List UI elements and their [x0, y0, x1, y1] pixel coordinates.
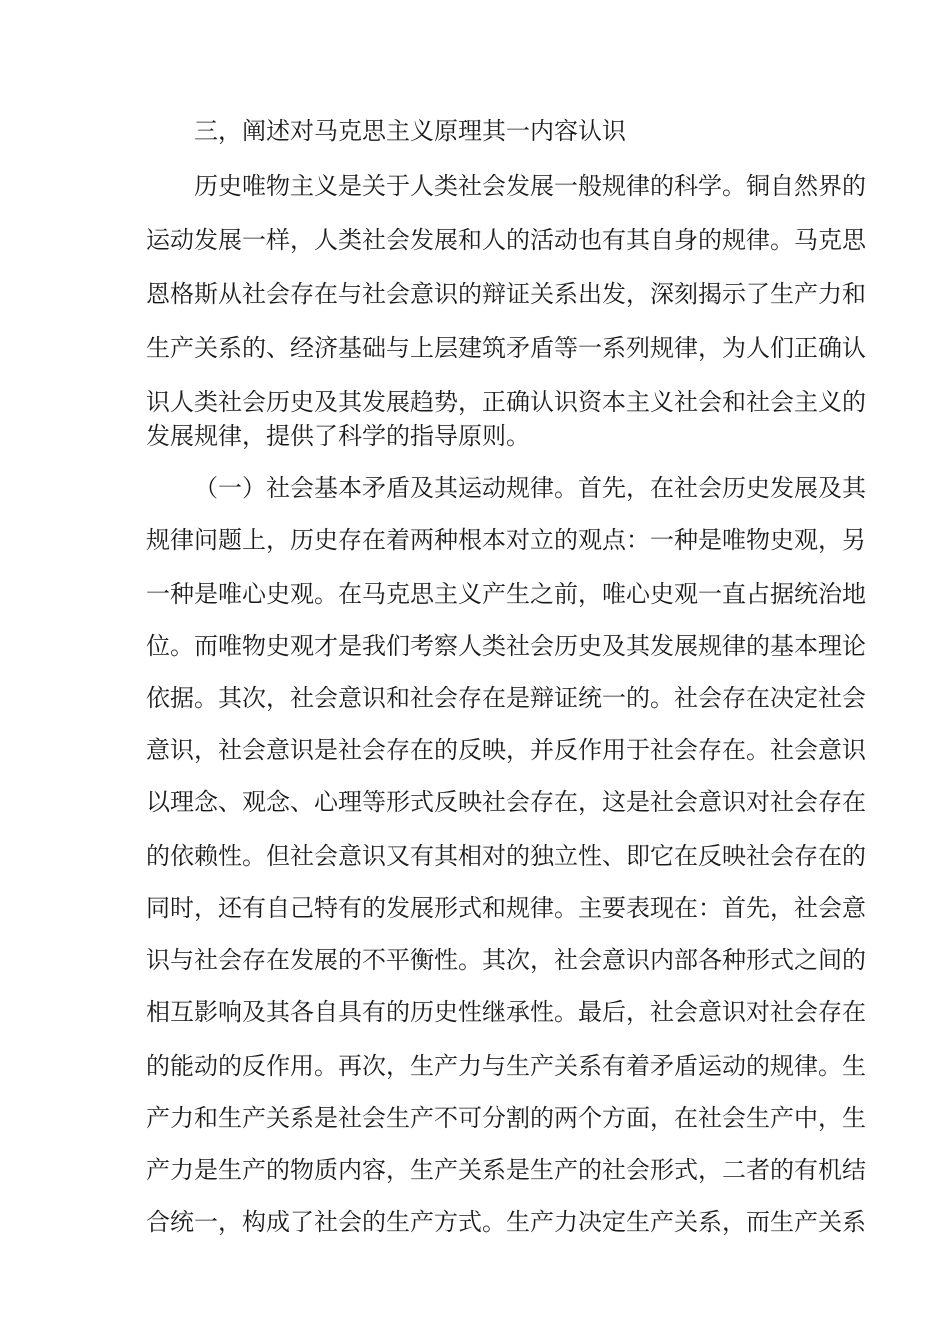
- paragraph-line: 恩格斯从社会存在与社会意识的辩证关系出发，深刻揭示了生产力和: [146, 280, 866, 308]
- paragraph-line: 运动发展一样，人类社会发展和人的活动也有其自身的规律。马克思: [146, 226, 866, 254]
- paragraph-line: 同时，还有自己特有的发展形式和规律。主要表现在：首先，社会意: [146, 894, 866, 922]
- paragraph-line: 合统一，构成了社会的生产方式。生产力决定生产关系，而生产关系: [146, 1208, 866, 1236]
- paragraph-line: 规律问题上，历史存在着两种根本对立的观点：一种是唯物史观，另: [146, 526, 866, 554]
- paragraph-line: 位。而唯物史观才是我们考察人类社会历史及其发展规律的基本理论: [146, 632, 866, 660]
- paragraph-line: 产力和生产关系是社会生产不可分割的两个方面，在社会生产中，生: [146, 1104, 866, 1132]
- paragraph-line: 一种是唯心史观。在马克思主义产生之前，唯心史观一直占据统治地: [146, 580, 866, 608]
- paragraph-line: 意识，社会意识是社会存在的反映，并反作用于社会存在。社会意识: [146, 736, 866, 764]
- paragraph-line: （一）社会基本矛盾及其运动规律。首先，在社会历史发展及其: [194, 474, 866, 502]
- section-heading: 三，阐述对马克思主义原理其一内容认识: [194, 117, 626, 145]
- paragraph-line: 发展规律，提供了科学的指导原则。: [146, 422, 530, 450]
- paragraph-line: 识与社会存在发展的不平衡性。其次，社会意识内部各种形式之间的: [146, 946, 866, 974]
- paragraph-line: 历史唯物主义是关于人类社会发展一般规律的科学。铜自然界的: [194, 172, 866, 200]
- paragraph-line: 依据。其次，社会意识和社会存在是辩证统一的。社会存在决定社会: [146, 684, 866, 712]
- paragraph-line: 的依赖性。但社会意识又有其相对的独立性、即它在反映社会存在的: [146, 842, 866, 870]
- paragraph-line: 产力是生产的物质内容，生产关系是生产的社会形式，二者的有机结: [146, 1156, 866, 1184]
- paragraph-line: 相互影响及其各自具有的历史性继承性。最后，社会意识对社会存在: [146, 998, 866, 1026]
- paragraph-line: 以理念、观念、心理等形式反映社会存在，这是社会意识对社会存在: [146, 788, 866, 816]
- paragraph-line: 识人类社会历史及其发展趋势，正确认识资本主义社会和社会主义的: [146, 388, 866, 416]
- paragraph-line: 生产关系的、经济基础与上层建筑矛盾等一系列规律，为人们正确认: [146, 334, 866, 362]
- paragraph-line: 的能动的反作用。再次，生产力与生产关系有着矛盾运动的规律。生: [146, 1052, 866, 1080]
